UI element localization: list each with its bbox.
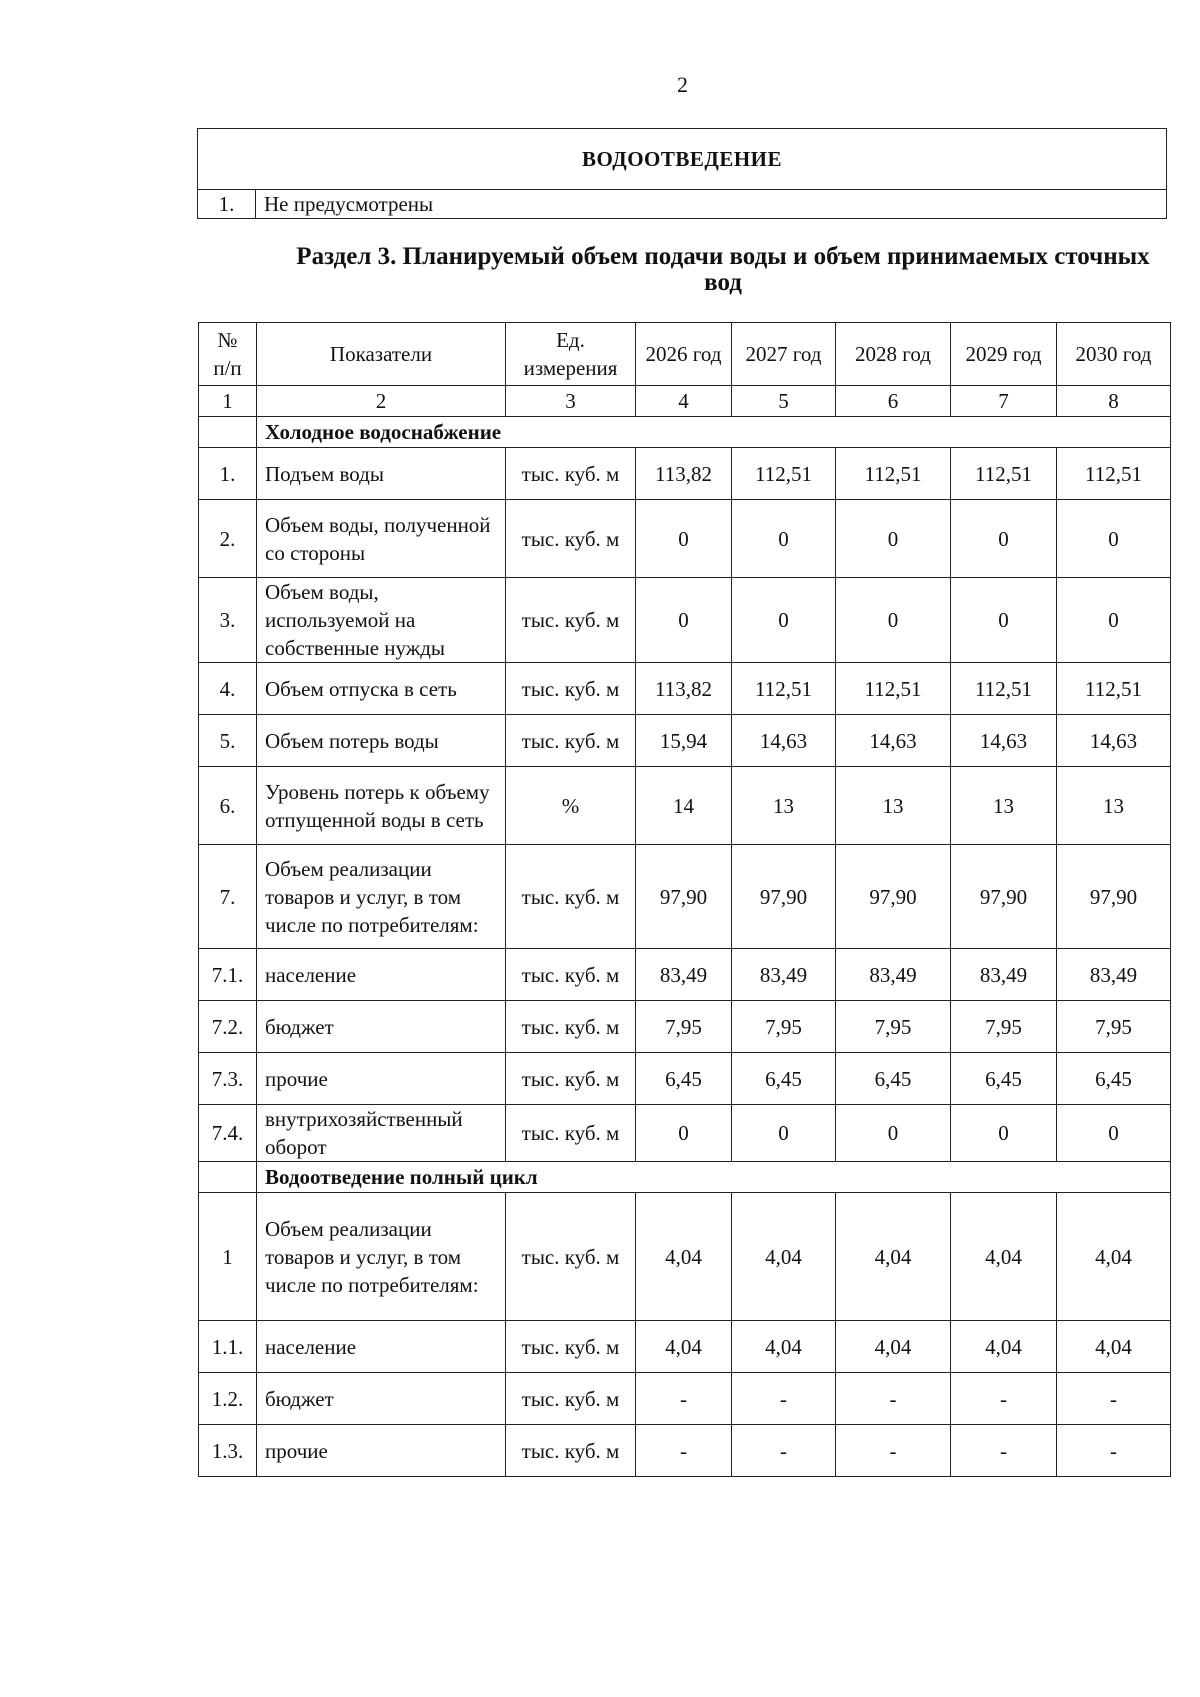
row-value: -	[951, 1425, 1057, 1477]
row-indicator: бюджет	[257, 1373, 506, 1425]
row-unit: тыс. куб. м	[506, 1373, 636, 1425]
row-value: 97,90	[732, 845, 836, 949]
row-indicator: прочие	[257, 1425, 506, 1477]
row-value: 4,04	[836, 1193, 951, 1321]
row-indicator: население	[257, 1321, 506, 1373]
row-value: -	[636, 1373, 732, 1425]
table-row	[199, 448, 1171, 500]
sewerage-row-num: 1.	[198, 190, 256, 219]
header-unit: Ед. измерения	[506, 323, 636, 386]
row-value: 4,04	[951, 1193, 1057, 1321]
row-unit: тыс. куб. м	[506, 663, 636, 715]
row-unit: %	[506, 767, 636, 845]
row-value: 14,63	[951, 715, 1057, 767]
row-number: 7.	[199, 845, 257, 949]
header-year-2029: 2029 год	[951, 323, 1057, 386]
table-row	[199, 1425, 1171, 1477]
row-value: 4,04	[636, 1321, 732, 1373]
row-unit: тыс. куб. м	[506, 1321, 636, 1373]
row-number: 6.	[199, 767, 257, 845]
row-value: 113,82	[636, 448, 732, 500]
table-row	[199, 1001, 1171, 1053]
column-number: 8	[1057, 386, 1171, 417]
row-value: 6,45	[951, 1053, 1057, 1105]
sewerage-table	[197, 128, 1167, 219]
row-number: 1.	[199, 448, 257, 500]
group-title: Холодное водоснабжение	[257, 417, 1171, 448]
row-value: 97,90	[1057, 845, 1171, 949]
row-value: 4,04	[1057, 1321, 1171, 1373]
row-unit: тыс. куб. м	[506, 448, 636, 500]
row-value: 14	[636, 767, 732, 845]
row-value: -	[836, 1373, 951, 1425]
row-number: 7.3.	[199, 1053, 257, 1105]
table-row	[199, 949, 1171, 1001]
row-value: 97,90	[636, 845, 732, 949]
row-indicator: Объем реализации товаров и услуг, в том числе по потребителям:	[257, 845, 506, 949]
row-value: 7,95	[732, 1001, 836, 1053]
row-indicator: бюджет	[257, 1001, 506, 1053]
row-value: 83,49	[951, 949, 1057, 1001]
group-empty-cell	[199, 1162, 257, 1193]
row-value: 7,95	[951, 1001, 1057, 1053]
header-year-2026: 2026 год	[636, 323, 732, 386]
row-value: 0	[951, 500, 1057, 578]
row-indicator: население	[257, 949, 506, 1001]
row-value: 0	[636, 1105, 732, 1162]
header-indicator: Показатели	[257, 323, 506, 386]
table-row	[199, 715, 1171, 767]
row-value: 0	[951, 578, 1057, 663]
row-value: 0	[636, 500, 732, 578]
table-row	[199, 767, 1171, 845]
row-value: -	[636, 1425, 732, 1477]
header-year-2028: 2028 год	[836, 323, 951, 386]
row-value: 0	[1057, 578, 1171, 663]
row-number: 3.	[199, 578, 257, 663]
row-value: 0	[951, 1105, 1057, 1162]
page-number: 2	[677, 72, 688, 97]
row-number: 1.1.	[199, 1321, 257, 1373]
row-value: 0	[732, 1105, 836, 1162]
row-value: 0	[836, 1105, 951, 1162]
sewerage-heading: ВОДООТВЕДЕНИЕ	[198, 129, 1167, 190]
row-value: 7,95	[1057, 1001, 1171, 1053]
row-number: 4.	[199, 663, 257, 715]
row-value: 15,94	[636, 715, 732, 767]
row-value: 112,51	[1057, 448, 1171, 500]
row-value: 7,95	[636, 1001, 732, 1053]
row-value: 83,49	[1057, 949, 1171, 1001]
row-indicator: Объем отпуска в сеть	[257, 663, 506, 715]
row-unit: тыс. куб. м	[506, 949, 636, 1001]
row-indicator: внутрихозяйственный оборот	[257, 1105, 506, 1162]
row-indicator: Объем воды, используемой на собственные нужды	[257, 578, 506, 663]
row-number: 1	[199, 1193, 257, 1321]
table-row	[199, 1105, 1171, 1162]
row-number: 5.	[199, 715, 257, 767]
row-value: 0	[732, 578, 836, 663]
row-number: 7.1.	[199, 949, 257, 1001]
column-number: 3	[506, 386, 636, 417]
row-indicator: Объем реализации товаров и услуг, в том числе по потребителям:	[257, 1193, 506, 1321]
table-row	[199, 1373, 1171, 1425]
row-value: 0	[636, 578, 732, 663]
row-value: 97,90	[836, 845, 951, 949]
row-unit: тыс. куб. м	[506, 500, 636, 578]
row-value: -	[836, 1425, 951, 1477]
header-num: № п/п	[199, 323, 257, 386]
row-indicator: Уровень потерь к объему отпущенной воды в сеть	[257, 767, 506, 845]
row-indicator: прочие	[257, 1053, 506, 1105]
row-value: 97,90	[951, 845, 1057, 949]
row-value: 4,04	[732, 1193, 836, 1321]
row-value: 14,63	[1057, 715, 1171, 767]
row-value: 83,49	[836, 949, 951, 1001]
table-row	[199, 845, 1171, 949]
row-number: 7.2.	[199, 1001, 257, 1053]
row-value: -	[1057, 1373, 1171, 1425]
planned-volume-table	[198, 322, 1171, 1477]
row-value: 4,04	[836, 1321, 951, 1373]
row-indicator: Объем воды, полученной со стороны	[257, 500, 506, 578]
row-value: 112,51	[836, 663, 951, 715]
row-value: 112,51	[836, 448, 951, 500]
column-number: 7	[951, 386, 1057, 417]
row-value: 113,82	[636, 663, 732, 715]
table-row	[199, 1321, 1171, 1373]
row-unit: тыс. куб. м	[506, 1425, 636, 1477]
column-number: 6	[836, 386, 951, 417]
header-year-2030: 2030 год	[1057, 323, 1171, 386]
column-number: 1	[199, 386, 257, 417]
row-value: 14,63	[732, 715, 836, 767]
row-value: 0	[836, 578, 951, 663]
section-title: Раздел 3. Планируемый объем подачи воды и объем принимаемых сточных вод	[296, 243, 1150, 296]
row-value: 0	[1057, 500, 1171, 578]
row-value: 83,49	[636, 949, 732, 1001]
row-value: -	[732, 1425, 836, 1477]
row-value: 4,04	[1057, 1193, 1171, 1321]
row-value: 112,51	[732, 663, 836, 715]
row-value: 6,45	[836, 1053, 951, 1105]
row-value: 0	[732, 500, 836, 578]
row-value: -	[1057, 1425, 1171, 1477]
row-value: 4,04	[951, 1321, 1057, 1373]
row-unit: тыс. куб. м	[506, 845, 636, 949]
row-value: 4,04	[732, 1321, 836, 1373]
row-value: 6,45	[636, 1053, 732, 1105]
row-value: 14,63	[836, 715, 951, 767]
group-empty-cell	[199, 417, 257, 448]
row-value: 0	[836, 500, 951, 578]
row-value: -	[951, 1373, 1057, 1425]
row-unit: тыс. куб. м	[506, 1001, 636, 1053]
row-value: 4,04	[636, 1193, 732, 1321]
row-value: 83,49	[732, 949, 836, 1001]
row-unit: тыс. куб. м	[506, 1193, 636, 1321]
column-number: 5	[732, 386, 836, 417]
sewerage-row-text: Не предусмотрены	[256, 190, 1167, 219]
table-body	[199, 417, 1171, 1477]
table-row	[199, 1193, 1171, 1321]
row-value: 13	[732, 767, 836, 845]
row-value: 112,51	[732, 448, 836, 500]
table-row	[199, 663, 1171, 715]
row-number: 7.4.	[199, 1105, 257, 1162]
row-value: 13	[951, 767, 1057, 845]
row-number: 2.	[199, 500, 257, 578]
row-value: 6,45	[1057, 1053, 1171, 1105]
row-value: 6,45	[732, 1053, 836, 1105]
row-unit: тыс. куб. м	[506, 715, 636, 767]
row-indicator: Подъем воды	[257, 448, 506, 500]
row-unit: тыс. куб. м	[506, 1053, 636, 1105]
row-number: 1.3.	[199, 1425, 257, 1477]
group-title: Водоотведение полный цикл	[257, 1162, 1171, 1193]
row-value: 0	[1057, 1105, 1171, 1162]
table-row	[199, 1053, 1171, 1105]
table-row	[199, 500, 1171, 578]
row-value: 112,51	[1057, 663, 1171, 715]
table-row	[199, 578, 1171, 663]
row-unit: тыс. куб. м	[506, 1105, 636, 1162]
column-number: 4	[636, 386, 732, 417]
row-value: 7,95	[836, 1001, 951, 1053]
row-value: 13	[1057, 767, 1171, 845]
row-value: -	[732, 1373, 836, 1425]
row-value: 13	[836, 767, 951, 845]
row-value: 112,51	[951, 448, 1057, 500]
column-number: 2	[257, 386, 506, 417]
row-number: 1.2.	[199, 1373, 257, 1425]
row-indicator: Объем потерь воды	[257, 715, 506, 767]
row-value: 112,51	[951, 663, 1057, 715]
header-year-2027: 2027 год	[732, 323, 836, 386]
row-unit: тыс. куб. м	[506, 578, 636, 663]
